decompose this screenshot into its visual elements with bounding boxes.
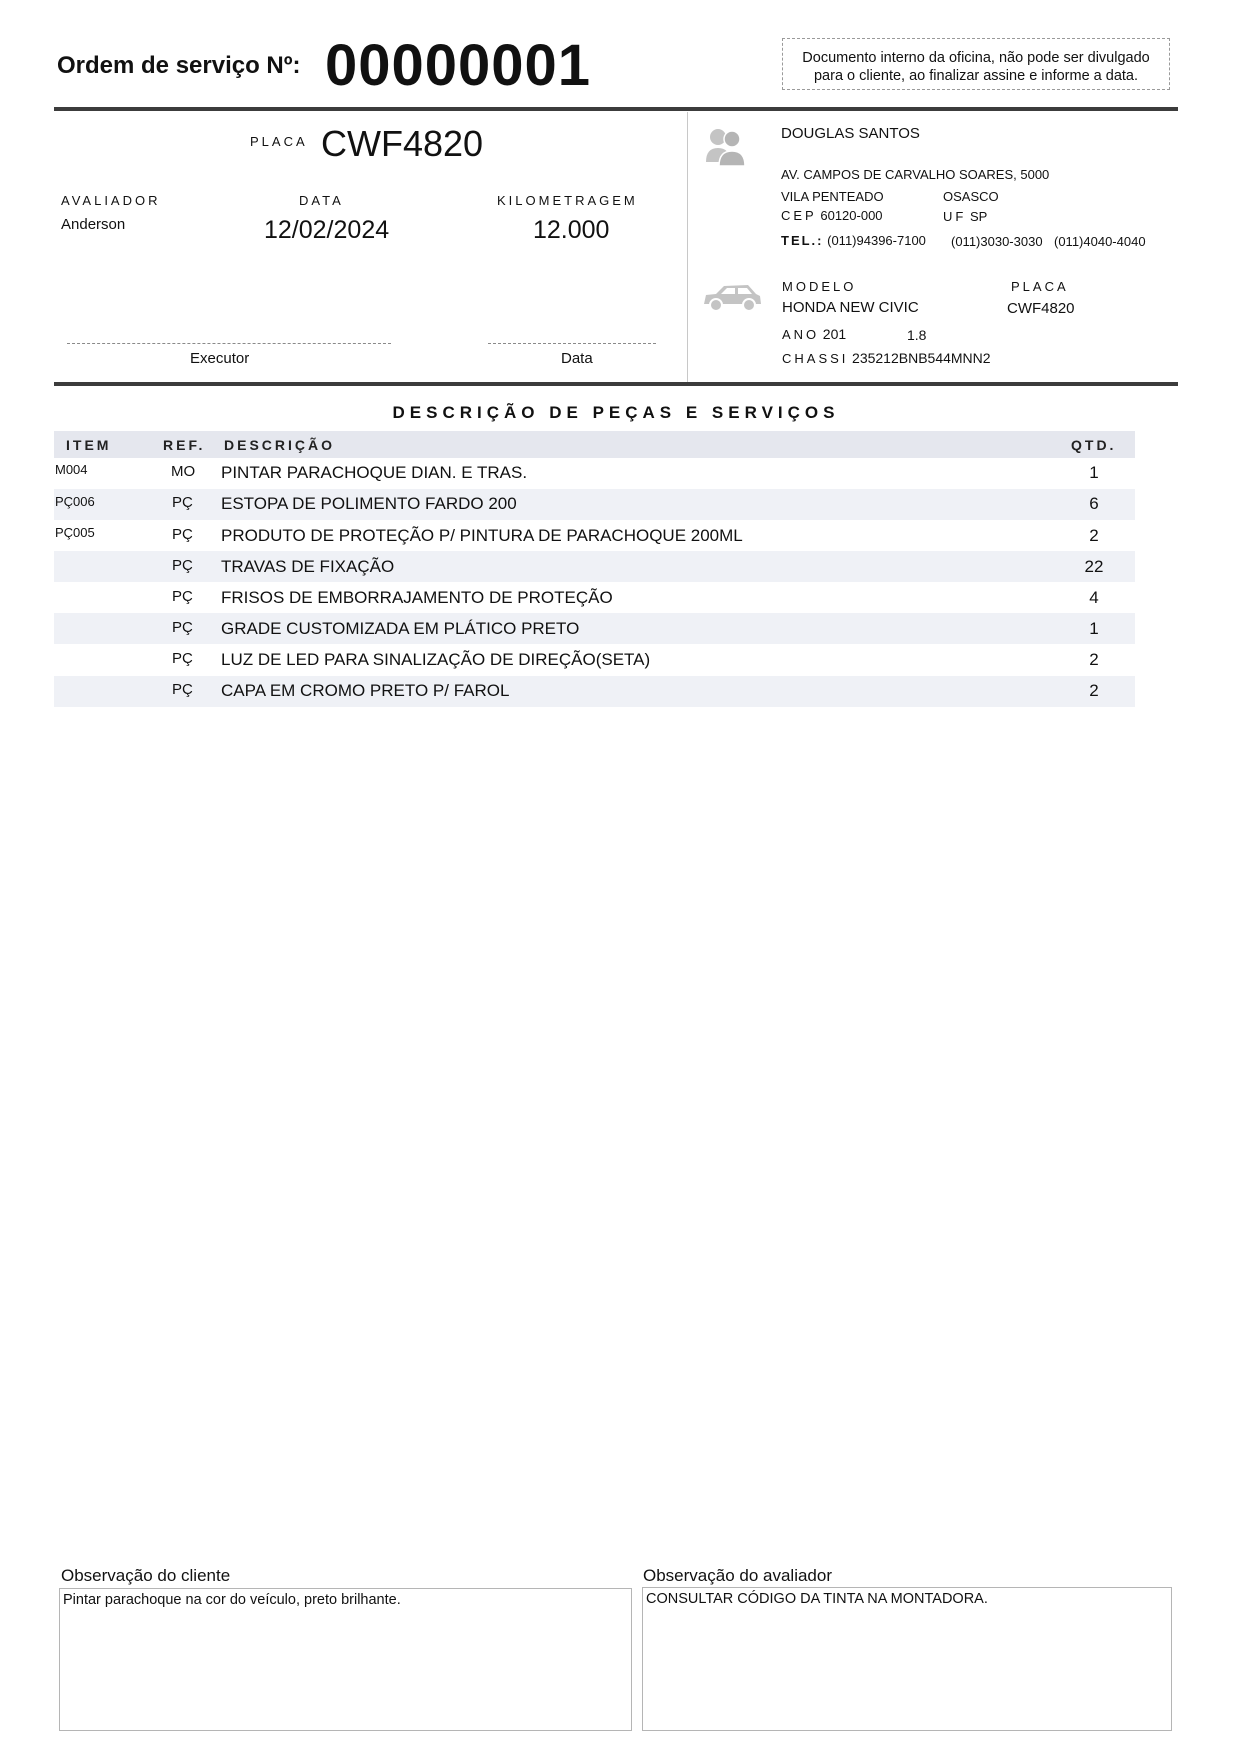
tel-1: (011)94396-7100 [827, 233, 926, 248]
row-descricao: GRADE CUSTOMIZADA EM PLÁTICO PRETO [221, 619, 580, 638]
ano-row [782, 326, 846, 342]
date-signature-line [488, 343, 656, 344]
row-ref: MO [171, 463, 196, 480]
modelo-value: HONDA NEW CIVIC [782, 299, 919, 316]
row-item: M004 [55, 462, 88, 477]
client-observation-text: Pintar parachoque na cor do veículo, preto brilhante. [63, 1592, 401, 1608]
chassi-value: 235212BNB544MNN2 [852, 350, 991, 366]
row-descricao: ESTOPA DE POLIMENTO FARDO 200 [221, 494, 517, 513]
client-address: AV. CAMPOS DE CARVALHO SOARES, 5000 [781, 167, 1050, 182]
notice-line-1: Documento interno da oficina, não pode ser divulgado [802, 50, 1150, 66]
data-value: 12/02/2024 [264, 216, 390, 244]
row-qtd: 1 [1089, 619, 1099, 638]
top-rule [54, 107, 1178, 111]
table-title: DESCRIÇÃO DE PEÇAS E SERVIÇOS [392, 403, 840, 422]
client-cep [781, 208, 883, 223]
row-descricao: PINTAR PARACHOQUE DIAN. E TRAS. [221, 463, 528, 482]
row-descricao: FRISOS DE EMBORRAJAMENTO DE PROTEÇÃO [221, 588, 613, 607]
row-ref: PÇ [172, 619, 193, 636]
row-ref: PÇ [172, 494, 193, 511]
row-ref: PÇ [172, 650, 193, 667]
col-header-descricao: DESCRIÇÃO [224, 437, 336, 453]
page-title-label: Ordem de serviço Nº: [57, 52, 301, 79]
km-value: 12.000 [533, 216, 610, 244]
data-label: DATA [299, 193, 344, 208]
executor-label: Executor [190, 350, 250, 367]
row-qtd: 2 [1089, 526, 1099, 545]
avaliador-value: Anderson [61, 216, 126, 233]
row-qtd: 2 [1089, 681, 1099, 700]
motor-value: 1.8 [907, 327, 927, 343]
row-descricao: TRAVAS DE FIXAÇÃO [221, 557, 395, 576]
middle-rule [54, 382, 1178, 386]
placa-value: CWF4820 [321, 123, 484, 164]
row-descricao: LUZ DE LED PARA SINALIZAÇÃO DE DIREÇÃO(SETA) [221, 650, 651, 669]
tel-3: (011)4040-4040 [1054, 234, 1146, 249]
client-observation-label: Observação do cliente [61, 1566, 231, 1585]
ano-value: 201 [822, 326, 847, 342]
client-uf [943, 209, 987, 224]
table-row [54, 458, 1135, 489]
row-descricao: PRODUTO DE PROTEÇÃO P/ PINTURA DE PARACHOQUE 200ML [221, 526, 743, 545]
row-qtd: 1 [1089, 463, 1099, 482]
row-item: PÇ006 [55, 494, 95, 509]
uf-value: SP [969, 209, 988, 224]
evaluator-observation-box[interactable] [642, 1587, 1172, 1731]
col-header-item: ITEM [66, 437, 112, 453]
row-descricao: CAPA EM CROMO PRETO P/ FAROL [221, 681, 510, 700]
client-name: DOUGLAS SANTOS [781, 125, 920, 142]
table-row [54, 676, 1135, 707]
date-sign-label: Data [561, 350, 593, 367]
evaluator-observation-text: CONSULTAR CÓDIGO DA TINTA NA MONTADORA. [646, 1591, 988, 1607]
notice-line-2: para o cliente, ao finalizar assine e informe a data. [813, 68, 1139, 84]
ano-label: ANO [782, 327, 820, 342]
tel-label: TEL.: [781, 233, 824, 248]
row-qtd: 22 [1084, 557, 1104, 576]
row-ref: PÇ [172, 681, 193, 698]
vehicle-placa-label: PLACA [1011, 279, 1069, 294]
table-header [54, 431, 1135, 458]
car-icon [700, 280, 764, 314]
row-qtd: 6 [1089, 494, 1099, 513]
cep-value: 60120-000 [820, 208, 883, 223]
vehicle-placa-value: CWF4820 [1007, 300, 1075, 317]
table-row [54, 613, 1135, 644]
client-city: OSASCO [943, 189, 999, 204]
client-phones [781, 233, 926, 248]
placa-label: PLACA [250, 134, 308, 149]
uf-label: UF [943, 209, 967, 224]
section-divider [687, 112, 688, 384]
cep-label: CEP [781, 208, 817, 223]
row-qtd: 2 [1089, 650, 1099, 669]
order-number: 00000001 [325, 33, 592, 98]
client-district: VILA PENTEADO [781, 189, 884, 204]
evaluator-observation-label: Observação do avaliador [643, 1566, 833, 1585]
users-icon [704, 124, 748, 168]
modelo-label: MODELO [782, 279, 857, 294]
col-header-qtd: QTD. [1071, 437, 1117, 453]
row-ref: PÇ [172, 526, 193, 543]
row-ref: PÇ [172, 588, 193, 605]
avaliador-label: AVALIADOR [61, 193, 161, 208]
chassi-label: CHASSI [782, 351, 849, 366]
tel-2: (011)3030-3030 [951, 234, 1043, 249]
chassi-row [782, 350, 991, 366]
client-observation-box[interactable] [59, 1588, 632, 1731]
row-qtd: 4 [1089, 588, 1099, 607]
internal-notice [782, 38, 1170, 90]
row-item: PÇ005 [55, 525, 95, 540]
km-label: KILOMETRAGEM [497, 193, 638, 208]
table-row [54, 489, 1135, 520]
executor-signature-line [67, 343, 391, 344]
row-ref: PÇ [172, 557, 193, 574]
col-header-ref: REF. [163, 437, 206, 453]
table-row [54, 551, 1135, 582]
